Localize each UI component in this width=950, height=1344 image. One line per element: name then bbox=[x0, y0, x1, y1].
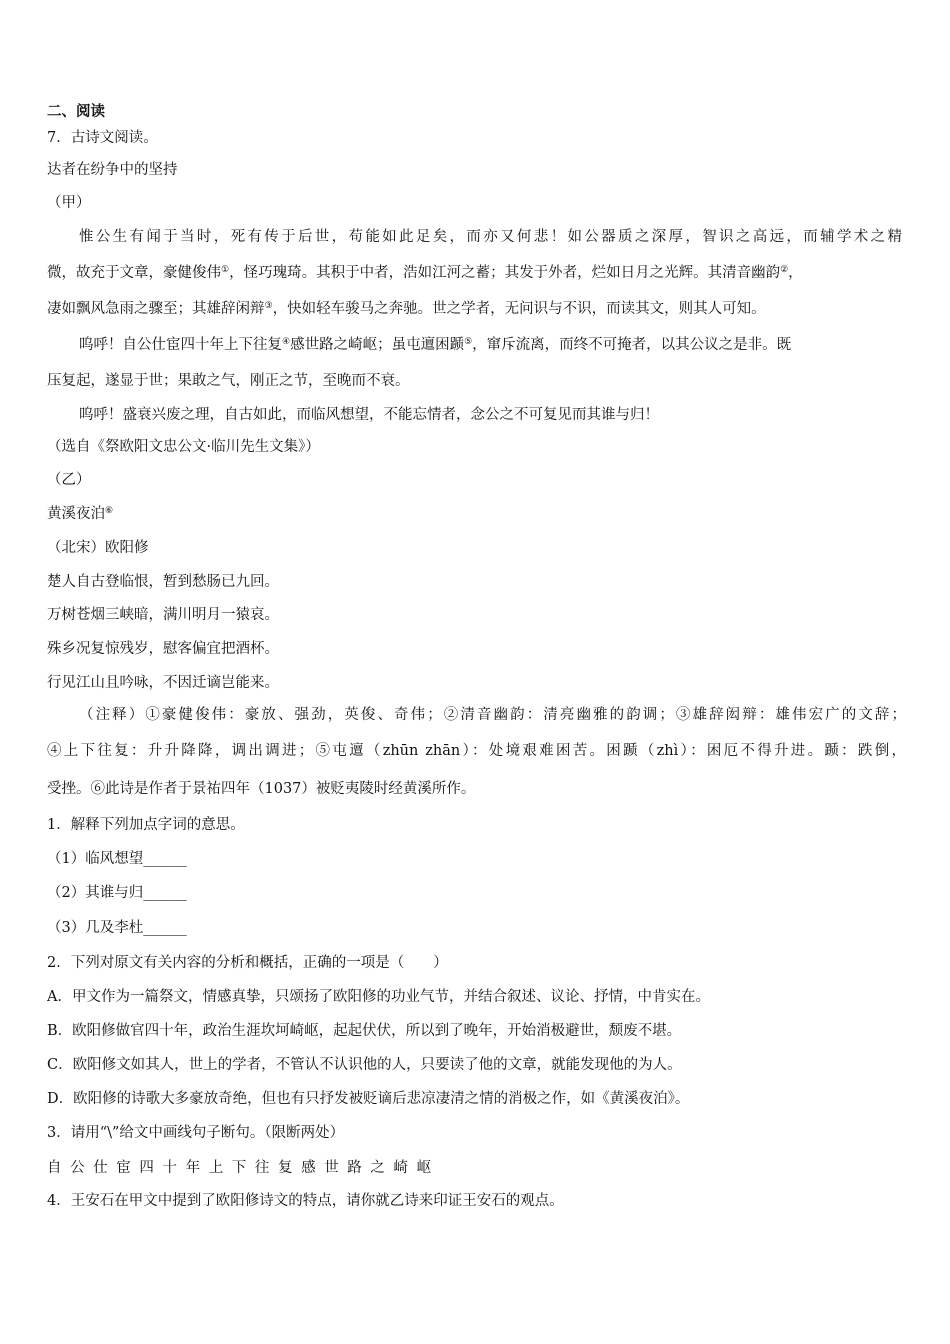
passage-a-p1-line3: 凄如飘风急雨之骤至；其雄辞闲辩③，快如轻车骏马之奔驰。世之学者，无问识与不识，而读其文，则其人可知。 bbox=[47, 301, 766, 317]
question-7-heading: 7．古诗文阅读。 bbox=[47, 130, 158, 146]
source-a: （选自《祭欧阳文忠公文·临川先生文集》） bbox=[47, 439, 320, 455]
footnote-2-mark: ② bbox=[780, 265, 789, 275]
q1-item-1: （1）临风想望______ bbox=[47, 851, 187, 867]
poem-line-3: 殊乡况复惊残岁，慰客偏宜把酒杯。 bbox=[47, 641, 279, 657]
footnote-5-mark: ⑤ bbox=[464, 337, 473, 347]
reading-title: 达者在纷争中的坚持 bbox=[47, 162, 178, 178]
q1-item-2: （2）其谁与归______ bbox=[47, 885, 187, 901]
q2-option-a: A．甲文作为一篇祭文，情感真挚，只颂扬了欧阳修的功业气节，并结合叙述、议论、抒情，中肯实在。 bbox=[47, 989, 710, 1005]
poem-title: 黄溪夜泊⑥ bbox=[47, 506, 114, 522]
poem-line-4: 行见江山且吟咏，不因迁谪岂能来。 bbox=[47, 675, 279, 691]
q2-option-b: B．欧阳修做官四十年，政治生涯坎坷崎岖，起起伏伏，所以到了晚年，开始消极避世，颓废不堪。 bbox=[47, 1023, 682, 1039]
passage-a-p3: 呜呼！盛衰兴废之理，自古如此，而临风想望，不能忘情者，念公之不可复见而其谁与归！ bbox=[79, 407, 659, 423]
poem-author: （北宋）欧阳修 bbox=[47, 540, 149, 556]
passage-a-p1-line2: 微，故充于文章，豪健俊伟①，怪巧瑰琦。其积于中者，浩如江河之蓄；其发于外者，烂如日月之光辉。其清音幽韵②， bbox=[47, 265, 803, 281]
passage-a-p1-line1: 惟公生有闻于当时，死有传于后世，苟能如此足矣，而亦又何悲！如公器质之深厚，智识之高远，而辅学术之精 bbox=[79, 229, 902, 245]
notes-line-2: ④上下往复：升升降降，调出调进；⑤屯邅（zhūn zhān）：处境艰难困苦。困踬（zhì）：困厄不得升进。踬：跌倒， bbox=[47, 743, 906, 759]
poem-line-1: 楚人自古登临恨，暂到愁肠已九回。 bbox=[47, 574, 279, 590]
part-a-label: （甲） bbox=[47, 195, 91, 211]
footnote-3-mark: ③ bbox=[264, 301, 273, 311]
q3-sentence: 自公仕宦四十年上下往复感世路之崎岖 bbox=[47, 1160, 440, 1176]
notes-line-1: （注释）①豪健俊伟：豪放、强劲，英俊、奇伟；②清音幽韵：清亮幽雅的韵调；③雄辞闳辩：雄伟宏广的文辞； bbox=[79, 707, 906, 723]
q4-stem: 4．王安石在甲文中提到了欧阳修诗文的特点，请你就乙诗来印证王安石的观点。 bbox=[47, 1193, 564, 1209]
section-title: 二、阅读 bbox=[47, 104, 105, 120]
poem-line-2: 万树苍烟三峡暗，满川明月一猿哀。 bbox=[47, 607, 279, 623]
q1-item-3: （3）几及李杜______ bbox=[47, 920, 187, 936]
part-b-label: （乙） bbox=[47, 472, 91, 488]
notes-line-3: 受挫。⑥此诗是作者于景祐四年（1037）被贬夷陵时经黄溪所作。 bbox=[47, 781, 476, 797]
footnote-1-mark: ① bbox=[221, 265, 230, 275]
q2-option-d: D．欧阳修的诗歌大多豪放奇绝，但也有只抒发被贬谪后悲凉凄清之情的消极之作，如《黄溪夜泊》。 bbox=[47, 1091, 690, 1107]
footnote-6-mark: ⑥ bbox=[105, 506, 114, 516]
q3-stem: 3．请用“\”给文中画线句子断句。（限断两处） bbox=[47, 1125, 345, 1141]
passage-a-p2-line2: 压复起，遂显于世；果敢之气，刚正之节，至晚而不衰。 bbox=[47, 373, 410, 389]
passage-a-p2-line1: 呜呼！自公仕宦四十年上下往复④感世路之崎岖；虽屯邅困踬⑤，窜斥流离，而终不可掩者，以其公议之是非。既 bbox=[79, 337, 792, 353]
q1-stem: 1．解释下列加点字词的意思。 bbox=[47, 817, 245, 833]
footnote-4-mark: ④ bbox=[282, 337, 291, 347]
q2-stem: 2．下列对原文有关内容的分析和概括，正确的一项是（ ） bbox=[47, 955, 448, 971]
q2-option-c: C．欧阳修文如其人，世上的学者，不管认不认识他的人，只要读了他的文章，就能发现他的为人。 bbox=[47, 1057, 682, 1073]
